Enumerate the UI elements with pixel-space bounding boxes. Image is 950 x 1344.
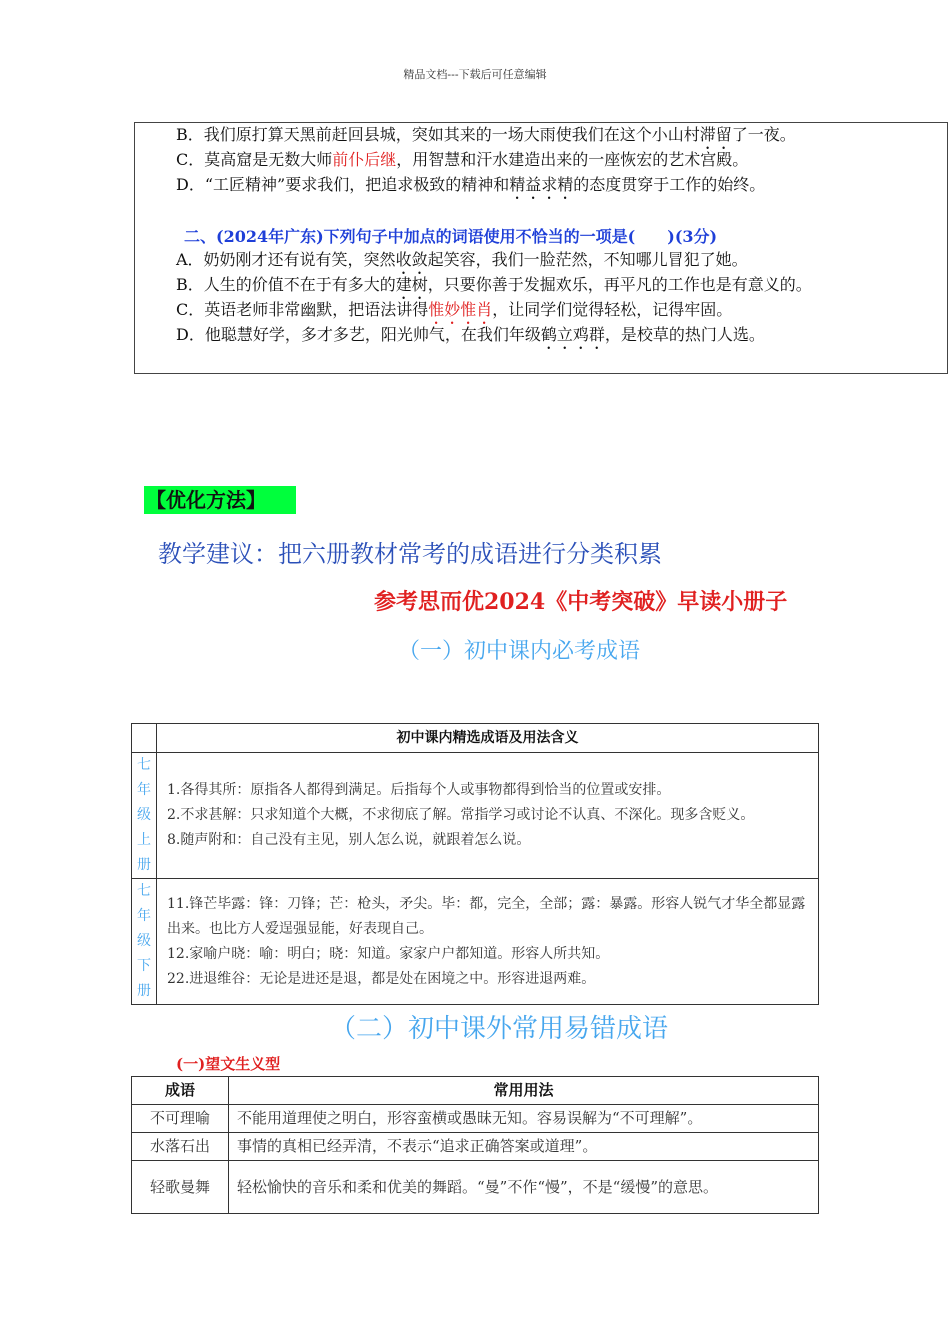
section2-title: （二）初中课外常用易错成语 bbox=[330, 1014, 669, 1044]
table-row: 轻歌曼舞 轻松愉快的音乐和柔和优美的舞蹈。“曼”不作“慢”，不是“缓慢”的意思。 bbox=[132, 1161, 819, 1214]
option-line: C．莫高窟是无数大师前仆后继，用智慧和汗水建造出来的一座恢宏的艺术宫殿。 bbox=[176, 150, 749, 169]
section1-title: （一）初中课内必考成语 bbox=[398, 639, 641, 664]
method-badge: 【优化方法】 bbox=[144, 486, 296, 514]
option-line: D．他聪慧好学，多才多艺，阳光帅气，在我们年级鹤立鸡群，是校草的热门人选。 bbox=[176, 325, 765, 344]
grade-label: 七年级上册 bbox=[132, 753, 157, 879]
column-header: 成语 bbox=[132, 1077, 229, 1105]
table-row: 不可理喻 不能用道理使之明白，形容蛮横或愚昧无知。容易误解为“不可理解”。 bbox=[132, 1105, 819, 1133]
teaching-advice: 教学建议：把六册教材常考的成语进行分类积累 bbox=[158, 540, 662, 568]
option-line: A．奶奶刚才还有说有笑，突然收敛起笑容，我们一脸茫然，不知哪儿冒犯了她。 bbox=[176, 250, 748, 269]
option-line: B．人生的价值不在于有多大的建树，只要你善于发掘欢乐，再平凡的工作也是有意义的。 bbox=[176, 275, 812, 294]
table-row: 1.各得其所：原指各人都得到满足。后指每个人或事物都得到恰当的位置或安排。 2.不求甚解：只求知道个大概，不求彻底了解。常指学习或讨论不认真、不深化。现多含贬义。 8.随声附和：自己没有主见，别人怎么说，就跟着怎么说。 bbox=[157, 753, 819, 879]
reference-title: 参考思而优2024《中考突破》早读小册子 bbox=[374, 589, 788, 615]
subsection-title: (一)望文生义型 bbox=[176, 1055, 281, 1073]
column-header: 常用用法 bbox=[229, 1077, 819, 1105]
table1-header: 初中课内精选成语及用法含义 bbox=[157, 724, 819, 753]
question-title: 二、(2024年广东)下列句子中加点的词语使用不恰当的一项是( )(3分) bbox=[184, 227, 718, 246]
option-line: B．我们原打算天黑前赶回县城，突如其来的一场大雨使我们在这个小山村滞留了一夜。 bbox=[176, 125, 796, 144]
table-row: 水落石出 事情的真相已经弄清，不表示“追求正确答案或道理”。 bbox=[132, 1133, 819, 1161]
idiom-table-textbook bbox=[131, 723, 819, 1005]
option-line: D．“工匠精神”要求我们，把追求极致的精神和精益求精的态度贯穿于工作的始终。 bbox=[176, 175, 766, 194]
table-row: 11.锋芒毕露：锋：刀锋；芒：枪头，矛尖。毕：都，完全，全部；露：暴露。形容人锐气才华全都显露出来。也比方人爱逞强显能，好表现自己。 12.家喻户晓：喻：明白；晓：知道。家家户户都知道。形容人所共知。 22.进退维谷：无论是进还是退，都是处在困境之中。形容进退两难。 bbox=[157, 879, 819, 1005]
grade-label: 七年级下册 bbox=[132, 879, 157, 1005]
idiom-table-common-errors bbox=[131, 1076, 819, 1214]
page-header: 精品文档---下载后可任意编辑 bbox=[403, 68, 547, 81]
option-line: C．英语老师非常幽默，把语法讲得惟妙惟肖，让同学们觉得轻松，记得牢固。 bbox=[176, 300, 733, 319]
